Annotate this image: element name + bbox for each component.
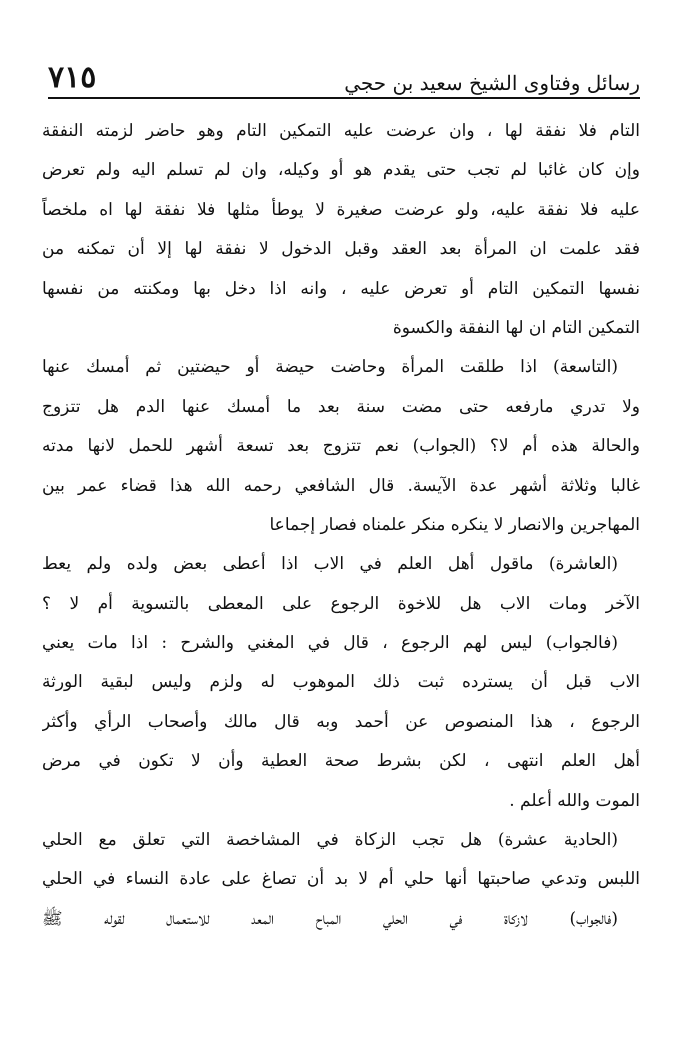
text-line: التمكين التام ان لها النفقة والكسوة — [392, 317, 640, 338]
text-line: ولا تدري مارفعه حتى مضت سنة بعد ما أمسك عنها الدم هل تتزوج — [42, 396, 640, 417]
page-header — [48, 55, 640, 99]
text-line: الرجوع ، هذا المنصوص عن أحمد وبه قال مالك وأصحاب الرأي وأكثر — [42, 711, 640, 732]
body-text — [42, 112, 640, 939]
text-line: أهل العلم انتهى ، لكن بشرط صحة العطية وأن لا تكون في مرض — [42, 751, 640, 772]
text-line: والحالة هذه أم لا؟ (الجواب) نعم تتزوج بعد تسعة أشهر للحمل لانها مدته — [42, 436, 640, 457]
text-line: اللبس وتدعي صاحبتها أنها حلي أم لا بد أن تصاغ على عادة النساء في الحلي — [42, 869, 640, 890]
question-heading-tenth: (العاشرة) ماقول أهل العلم في الاب اذا أعطى بعض ولده ولم يعط — [42, 554, 618, 575]
answer-heading: (فالجواب) لازكاة في الحلي المباح المعد للاستعمال لقوله ﷺ — [42, 908, 618, 929]
text-line: وإن كان غائبا لم تجب حتى يقدم هو أو وكيله، وان لم تسلم اليه ولم تعرض — [42, 160, 640, 181]
answer-heading: (فالجواب) ليس لهم الرجوع ، قال في المغني والشرح : اذا مات يعني — [42, 633, 618, 654]
text-line: الموت والله أعلم . — [509, 790, 640, 811]
text-line: الاب قبل أن يسترده ثبت ذلك الموهوب له ولزم وليس لبقية الورثة — [42, 672, 640, 693]
running-title: رسائل وفتاوى الشيخ سعيد بن حجي — [344, 71, 640, 95]
text-line: التام فلا نفقة لها ، وان عرضت عليه التمكين التام وهو حاضر لزمته النفقة — [42, 121, 640, 141]
question-heading-ninth: (التاسعة) اذا طلقت المرأة وحاضت حيضة أو حيضتين ثم أمسك عنها — [42, 357, 618, 378]
text-line: فقد علمت ان المرأة بعد العقد وقبل الدخول لا نفقة لها إلا أن تمكنه من — [42, 239, 640, 260]
text-line: غالبا وثلاثة أشهر عدة الآيسة. قال الشافعي رحمه الله هذا قضاء عمر بين — [42, 475, 640, 496]
text-line: الآخر ومات الاب هل للاخوة الرجوع على المعطى بالتسوية أم لا ؟ — [42, 593, 640, 614]
text-line: المهاجرين والانصار لا ينكره منكر علمناه فصار إجماعا — [269, 514, 640, 535]
text-line: عليه فلا نفقة عليه، ولو عرضت صغيرة لا يوطأ مثلها فلا نفقة لها اه ملخصاً — [42, 199, 640, 220]
text-line: نفسها التمكين التام أو تعرض عليه ، وانه اذا دخل بها ومكنته من نفسها — [42, 278, 640, 299]
question-heading-eleventh: (الحادية عشرة) هل تجب الزكاة في المشاخصة التي تعلق مع الحلي — [42, 830, 618, 851]
page-number: ٧١٥ — [48, 60, 97, 95]
